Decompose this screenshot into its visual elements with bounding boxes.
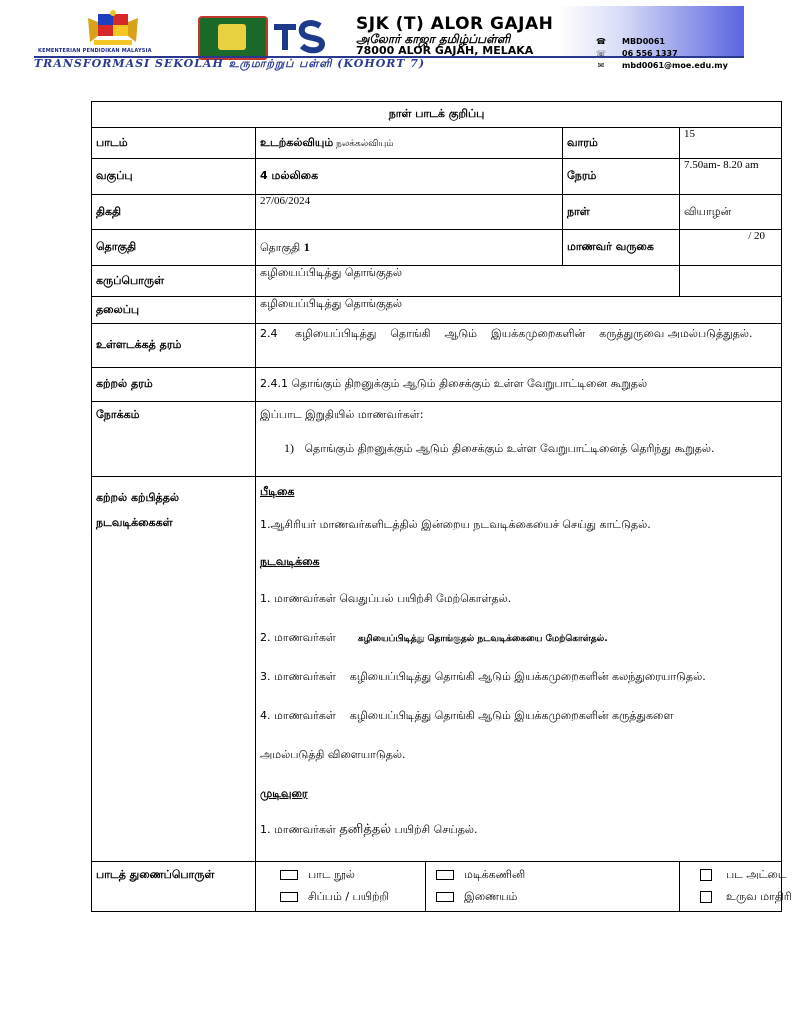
table-row bbox=[92, 128, 782, 159]
malaysia-coat-of-arms-logo bbox=[80, 10, 146, 48]
subject-label: பாடம் bbox=[92, 128, 256, 159]
material-laptop: மடிக்கணினி bbox=[464, 868, 526, 881]
step-4: 4. மாணவர்கள் கழியைப்பிடித்து தொங்கி ஆடும் இயக்கமுறைகளின் கருத்துகளை bbox=[260, 709, 674, 722]
school-name: SJK (T) ALOR GAJAH bbox=[356, 14, 554, 34]
time-label: நேரம் bbox=[563, 159, 680, 195]
material-internet: இணையம் bbox=[464, 890, 518, 903]
material-model: உருவ மாதிரி bbox=[726, 890, 792, 903]
material-checkbox[interactable] bbox=[436, 870, 454, 880]
phone-icon: ☏ bbox=[595, 49, 606, 58]
class-label: வகுப்பு bbox=[92, 159, 256, 195]
table-row bbox=[92, 297, 782, 324]
step-2: 2. மாணவர்கள் கழியைப்பிடித்து தொங்குதல் நடவடிக்கையை மேற்கொள்தல். bbox=[260, 631, 608, 644]
unit-value: தொகுதி 1 bbox=[256, 230, 563, 266]
step-1: 1. மாணவர்கள் வெதுப்பல் பயிற்சி மேற்கொள்தல். bbox=[260, 592, 512, 605]
topic-value: கழியைப்பிடித்து தொங்குதல் bbox=[256, 297, 782, 324]
transformation-banner: TRANSFORMASI SEKOLAH உருமாற்றுப் பள்ளி (KOHORT 7) bbox=[34, 56, 744, 70]
school-badge-logo bbox=[198, 16, 268, 60]
lesson-plan-table bbox=[91, 101, 792, 912]
material-worksheet: சிப்பம் / பயிற்றி bbox=[308, 890, 389, 903]
content-standard-value: 2.4 கழியைப்பிடித்து தொங்கி ஆடும் இயக்கமுறைகளின் கருத்துருவை அமல்படுத்துதல். bbox=[256, 324, 782, 368]
step-4-continued: அமல்படுத்தி விளையாடுதல். bbox=[260, 748, 406, 761]
activities-cell bbox=[256, 477, 782, 862]
material-checkbox[interactable] bbox=[436, 892, 454, 902]
learning-standard-value: 2.4.1 தொங்கும் திறனுக்கும் ஆடும் திசைக்கும் உள்ள வேறுபாட்டினை கூறுதல் bbox=[256, 368, 782, 402]
table-row bbox=[92, 324, 782, 368]
plan-title: நாள் பாடக் குறிப்பு bbox=[92, 102, 782, 128]
materials-col-1 bbox=[256, 862, 426, 912]
day-value: வியாழன் bbox=[680, 195, 782, 230]
step-3: 3. மாணவர்கள் கழியைப்பிடித்து தொங்கி ஆடும் இயக்கமுறைகளின் கலந்துரையாடுதல். bbox=[260, 670, 706, 683]
objective-cell bbox=[256, 402, 782, 477]
objective-label: நோக்கம் bbox=[92, 402, 256, 477]
school-letterhead bbox=[34, 6, 744, 68]
school-email: mbd0061@moe.edu.my bbox=[622, 61, 728, 70]
table-row bbox=[92, 230, 782, 266]
week-value: 15 bbox=[680, 128, 782, 159]
material-checkbox[interactable] bbox=[280, 892, 298, 902]
ministry-name: KEMENTERIAN PENDIDIKAN MALAYSIA bbox=[38, 48, 152, 54]
table-row bbox=[92, 862, 782, 912]
learning-standard-label: கற்றல் தரம் bbox=[92, 368, 256, 402]
theme-empty-cell bbox=[680, 266, 782, 297]
attendance-value: / 20 bbox=[680, 230, 782, 266]
time-value: 7.50am- 8.20 am bbox=[680, 159, 782, 195]
theme-label: கருப்பொருள் bbox=[92, 266, 256, 297]
school-code: MBD0061 bbox=[622, 37, 665, 46]
email-icon: ✉ bbox=[597, 61, 605, 70]
table-row bbox=[92, 402, 782, 477]
school-name-tamil: அலோர் காஜா தமிழ்ப்பள்ளி bbox=[356, 32, 511, 46]
fax-icon: ☎ bbox=[596, 37, 606, 46]
activities-label: கற்றல் கற்பித்தல் நடவடிக்கைகள் bbox=[92, 477, 256, 862]
date-value: 27/06/2024 bbox=[256, 195, 563, 230]
material-checkbox[interactable] bbox=[700, 869, 712, 881]
materials-col-2 bbox=[426, 862, 680, 912]
subject-value: உடற்கல்வியும் நலக்கல்வியும் bbox=[256, 128, 563, 159]
table-row bbox=[92, 195, 782, 230]
material-checkbox[interactable] bbox=[700, 891, 712, 903]
table-row bbox=[92, 368, 782, 402]
objective-intro: இப்பாட இறுதியில் மாணவர்கள்: bbox=[260, 408, 424, 421]
materials-label: பாடத் துணைப்பொருள் bbox=[92, 862, 256, 912]
intro-step: 1.ஆசிரியர் மாணவர்களிடத்தில் இன்றைய நடவடிக்கையைச் செய்து காட்டுதல். bbox=[260, 518, 651, 531]
material-checkbox[interactable] bbox=[280, 870, 298, 880]
theme-value: கழியைப்பிடித்து தொங்குதல் bbox=[256, 266, 680, 297]
week-label: வாரம் bbox=[563, 128, 680, 159]
day-label: நாள் bbox=[563, 195, 680, 230]
table-row bbox=[92, 102, 782, 128]
attendance-label: மாணவர் வருகை bbox=[563, 230, 680, 266]
school-phone: 06 556 1337 bbox=[622, 49, 678, 58]
main-heading: நடவடிக்கை bbox=[260, 555, 320, 568]
ts-transformation-logo bbox=[270, 18, 330, 54]
objective-item: 1) தொங்கும் திறனுக்கும் ஆடும் திசைக்கும் உள்ள வேறுபாட்டினைத் தெரிந்து கூறுதல். bbox=[284, 441, 715, 455]
closing-heading: முடிவுரை bbox=[260, 787, 308, 800]
table-row bbox=[92, 266, 782, 297]
date-label: திகதி bbox=[92, 195, 256, 230]
material-textbook: பாட நூல் bbox=[308, 868, 355, 881]
table-row bbox=[92, 159, 782, 195]
unit-label: தொகுதி bbox=[92, 230, 256, 266]
material-picture-card: பட அட்டை bbox=[726, 868, 787, 881]
table-row bbox=[92, 477, 782, 862]
topic-label: தலைப்பு bbox=[92, 297, 256, 324]
school-address: 78000 ALOR GAJAH, MELAKA bbox=[356, 44, 534, 57]
intro-heading: பீடிகை bbox=[260, 485, 295, 498]
content-standard-label: உள்ளடக்கத் தரம் bbox=[92, 324, 256, 368]
closing-step: 1. மாணவர்கள் தனித்தல் பயிற்சி செய்தல். bbox=[260, 822, 478, 837]
class-value: 4 மல்லிகை bbox=[256, 159, 563, 195]
materials-col-3 bbox=[680, 862, 792, 912]
